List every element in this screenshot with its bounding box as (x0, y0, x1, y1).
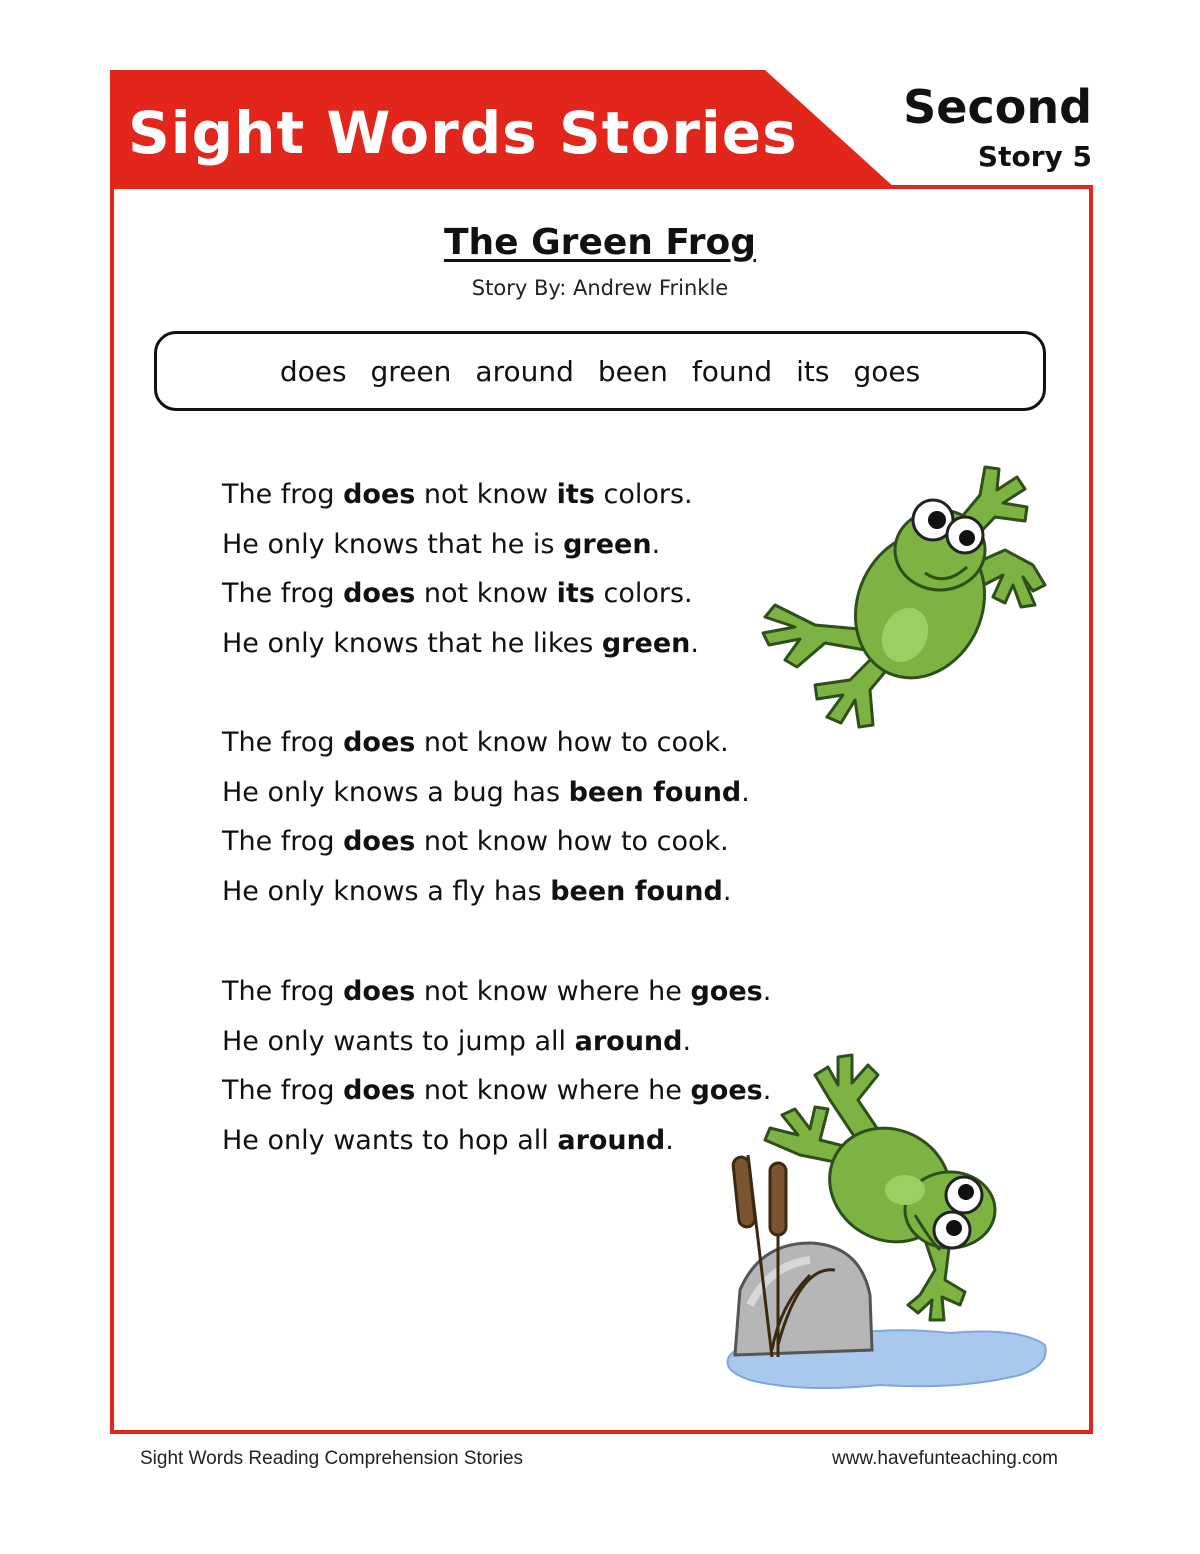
sight-word-highlight: does (343, 826, 416, 857)
sight-word: goes (853, 354, 921, 388)
line-text: not know how to cook. (415, 826, 729, 857)
sight-word-highlight: green (601, 627, 691, 659)
line-text: . (651, 528, 661, 560)
story-line (222, 470, 699, 520)
sight-word-highlight: been found (568, 776, 742, 808)
line-text: He only wants to hop all (222, 1124, 558, 1156)
line-text: The frog (222, 578, 344, 609)
stanza-2 (222, 718, 750, 916)
story-line (222, 718, 750, 768)
line-text: . (682, 1025, 692, 1057)
sight-word: around (475, 354, 574, 388)
line-text: . (690, 627, 699, 659)
story-line (222, 817, 750, 867)
sight-word: its (796, 354, 830, 388)
line-text: The frog (222, 479, 344, 510)
line-text: He only wants to jump all (222, 1025, 575, 1057)
line-text: not know (415, 578, 557, 609)
sight-word-highlight: does (343, 578, 416, 609)
footer-series-title: Sight Words Reading Comprehension Stories (140, 1448, 524, 1469)
line-text: not know where he (415, 1075, 691, 1106)
sight-word-highlight: goes (690, 976, 763, 1007)
line-text: . (762, 976, 772, 1007)
line-text: . (665, 1124, 674, 1156)
story-line (222, 1116, 771, 1166)
sight-word-highlight: does (343, 1075, 416, 1106)
story-line (222, 1017, 771, 1067)
story-line (222, 1066, 771, 1116)
story-line (222, 569, 699, 619)
sight-word-highlight: does (343, 479, 416, 510)
footer-website: www.havefunteaching.com (831, 1448, 1058, 1469)
sight-word-highlight: goes (690, 1075, 763, 1106)
line-text: colors. (594, 479, 693, 510)
sight-word-highlight: its (556, 578, 595, 609)
sight-word-highlight: does (343, 727, 416, 758)
line-text: He only knows a bug has (222, 776, 569, 808)
story-line (222, 619, 699, 669)
sight-word-highlight: green (563, 528, 652, 560)
jumping-frog-illustration (755, 455, 1055, 735)
line-text: He only knows that he is (222, 528, 564, 560)
story-line (222, 967, 771, 1017)
story-title: The Green Frog (444, 222, 756, 263)
sight-word: does (279, 354, 347, 388)
sight-word: found (691, 354, 773, 388)
story-line (222, 768, 750, 818)
sight-word-highlight: its (556, 479, 595, 510)
sight-word-highlight: around (574, 1025, 683, 1057)
sight-word: been (597, 354, 668, 388)
sight-word-highlight: been found (550, 875, 723, 907)
banner-title: Sight Words Stories (128, 99, 798, 167)
sight-word-box (154, 331, 1046, 411)
line-text: He only knows a fly has (222, 875, 551, 907)
line-text: The frog (222, 1075, 344, 1106)
story-number: Story 5 (977, 140, 1092, 173)
story-byline: Story By: Andrew Frinkle (471, 276, 729, 300)
line-text: colors. (594, 578, 693, 609)
stanza-1 (222, 470, 699, 668)
line-text: The frog (222, 727, 344, 758)
line-text: . (722, 875, 732, 907)
story-line (222, 867, 750, 917)
sight-word-highlight: around (557, 1124, 666, 1156)
sight-word: green (370, 354, 452, 388)
story-line (222, 520, 699, 570)
stanza-3 (222, 967, 771, 1165)
line-text: . (741, 776, 750, 808)
line-text: not know where he (415, 976, 691, 1007)
grade-label: Second (903, 80, 1092, 134)
sight-word-highlight: does (343, 976, 416, 1007)
line-text: The frog (222, 826, 344, 857)
diving-frog-pond-illustration (720, 1045, 1055, 1405)
line-text: The frog (222, 976, 344, 1007)
line-text: He only knows that he likes (222, 627, 602, 659)
line-text: not know how to cook. (415, 727, 729, 758)
line-text: not know (415, 479, 557, 510)
line-text: . (762, 1075, 772, 1106)
